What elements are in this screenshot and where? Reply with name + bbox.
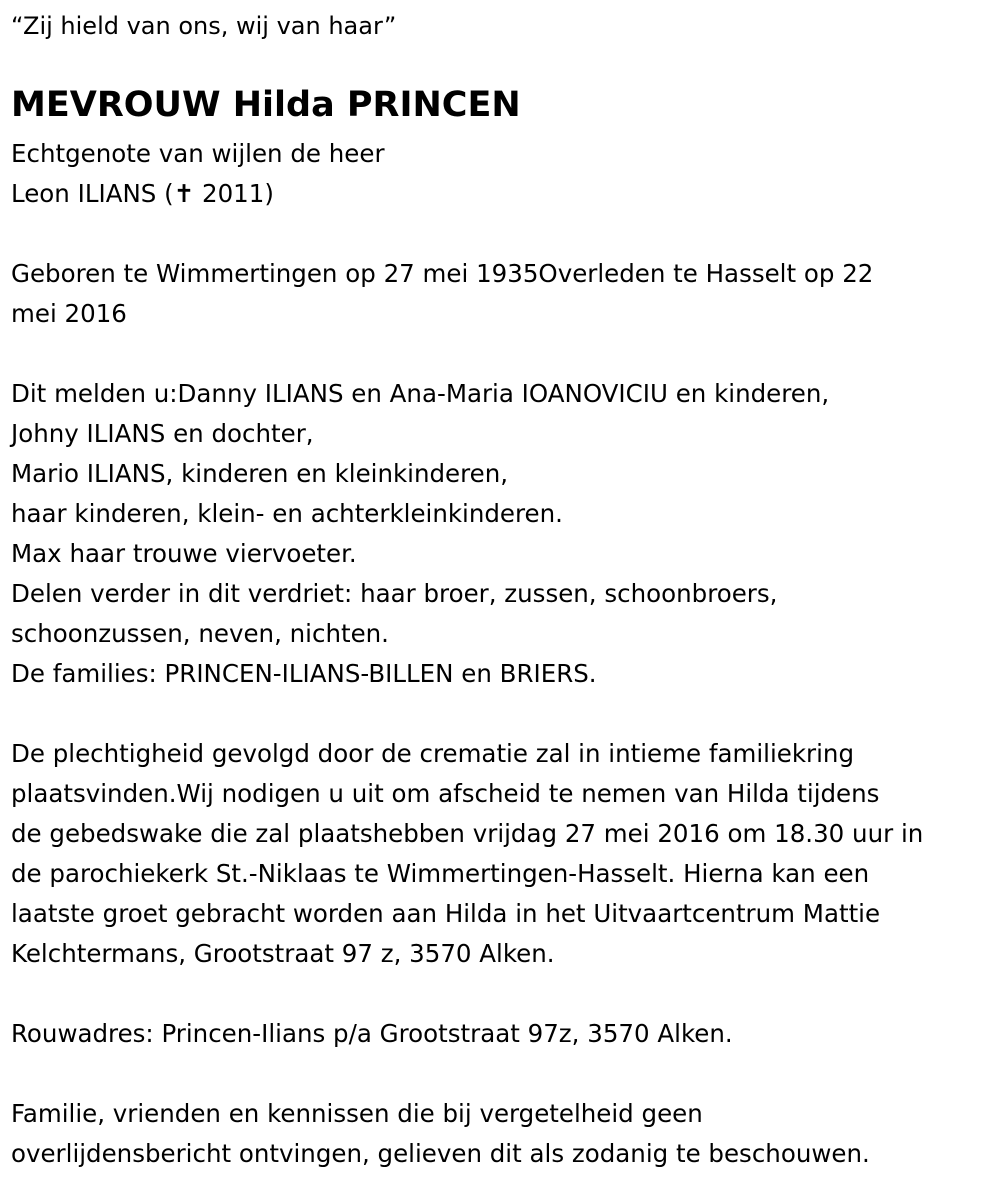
ceremony-line: laatste groet gebracht worden aan Hilda in het Uitvaartcentrum Mattie bbox=[11, 899, 881, 928]
closing-line: overlijdensbericht ontvingen, gelieven dit als zodanig te beschouwen. bbox=[11, 1139, 870, 1168]
address-section bbox=[11, 1014, 991, 1054]
ceremony-line: de gebedswake die zal plaatshebben vrijdag 27 mei 2016 om 18.30 uur in bbox=[11, 819, 924, 848]
motto-quote: “Zij hield van ons, wij van haar” bbox=[11, 12, 397, 40]
announcer-line: Delen verder in dit verdriet: haar broer, zussen, schoonbroers, bbox=[11, 579, 778, 608]
closing-line: Familie, vrienden en kennissen die bij vergetelheid geen bbox=[11, 1099, 703, 1128]
mourning-address: Rouwadres: Princen-Ilians p/a Grootstraat 97z, 3570 Alken. bbox=[11, 1019, 733, 1048]
birth-death-section bbox=[11, 254, 991, 334]
spouse-line-2 bbox=[11, 174, 991, 214]
announcer-line: Johny ILIANS en dochter, bbox=[11, 419, 314, 448]
announcer-line: Mario ILIANS, kinderen en kleinkinderen, bbox=[11, 459, 509, 488]
announcer-line: De families: PRINCEN-ILIANS-BILLEN en BRIERS. bbox=[11, 659, 597, 688]
announcer-line: Dit melden u:Danny ILIANS en Ana-Maria IOANOVICIU en kinderen, bbox=[11, 379, 830, 408]
announcer-line: haar kinderen, klein- en achterkleinkinderen. bbox=[11, 499, 563, 528]
birth-death-line-1: Geboren te Wimmertingen op 27 mei 1935Overleden te Hasselt op 22 bbox=[11, 259, 874, 288]
ceremony-line: Kelchtermans, Grootstraat 97 z, 3570 Alken. bbox=[11, 939, 555, 968]
ceremony-line: plaatsvinden.Wij nodigen u uit om afscheid te nemen van Hilda tijdens bbox=[11, 779, 880, 808]
spouse-line-1: Echtgenote van wijlen de heer bbox=[11, 139, 385, 168]
ceremony-line: De plechtigheid gevolgd door de crematie zal in intieme familiekring bbox=[11, 739, 855, 768]
announcer-line: Max haar trouwe viervoeter. bbox=[11, 539, 357, 568]
closing-section bbox=[11, 1094, 991, 1174]
ceremony-line: de parochiekerk St.-Niklaas te Wimmertingen-Hasselt. Hierna kan een bbox=[11, 859, 870, 888]
birth-death-line-2: mei 2016 bbox=[11, 299, 127, 328]
spouse-death-year: 2011) bbox=[194, 179, 274, 208]
ceremony-section bbox=[11, 734, 991, 974]
cross-icon: ✝ bbox=[173, 179, 195, 208]
spouse-section bbox=[11, 134, 991, 214]
announcers-section bbox=[11, 374, 991, 694]
announcer-line: schoonzussen, neven, nichten. bbox=[11, 619, 389, 648]
deceased-name: MEVROUW Hilda PRINCEN bbox=[11, 85, 521, 125]
spouse-name: Leon ILIANS ( bbox=[11, 179, 174, 208]
